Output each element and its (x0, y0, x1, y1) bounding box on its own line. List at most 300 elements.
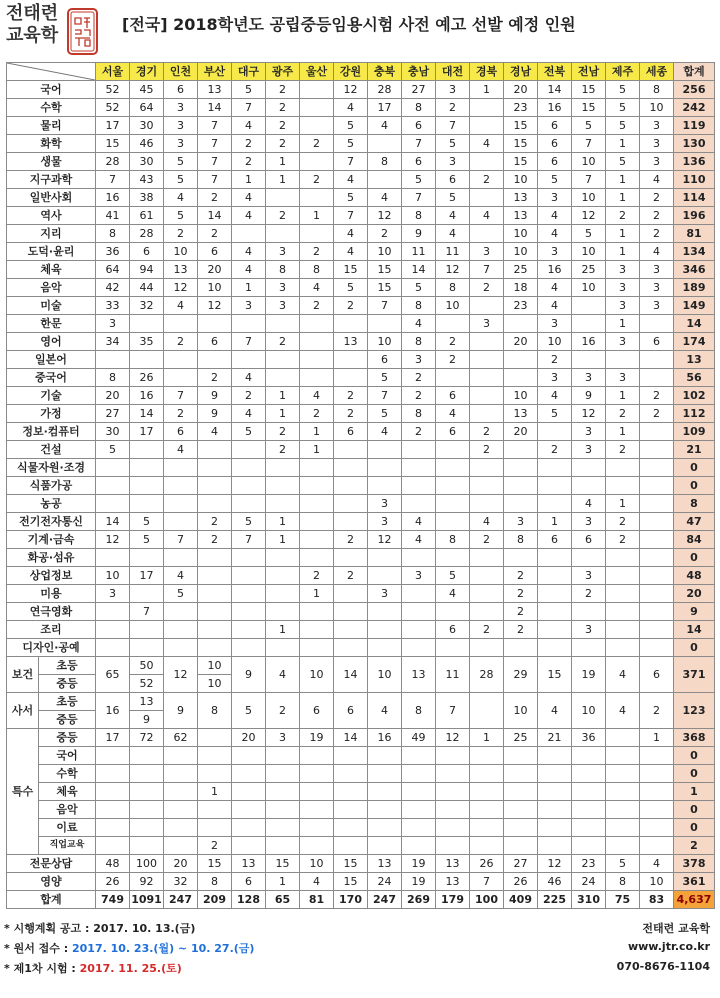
table-row (7, 459, 715, 477)
cell-value: 13 (436, 873, 470, 891)
cell-value (266, 549, 300, 567)
row-label: 상업정보 (7, 567, 96, 585)
row-total: 368 (674, 729, 715, 747)
cell-value (368, 819, 402, 837)
sub-label: 초등 (39, 693, 96, 711)
row-total: 14 (674, 621, 715, 639)
cell-value: 3 (266, 297, 300, 315)
cell-value (470, 297, 504, 315)
cell-value: 64 (96, 261, 130, 279)
cell-value: 7 (572, 135, 606, 153)
row-total: 149 (674, 297, 715, 315)
cell-value: 9 (130, 711, 164, 729)
cell-value (368, 567, 402, 585)
cell-value: 1 (266, 171, 300, 189)
row-label: 기계·금속 (7, 531, 96, 549)
table-row (7, 603, 715, 621)
cell-value: 8 (402, 207, 436, 225)
row-label: 전문상담 (7, 855, 96, 873)
cell-value: 5 (606, 99, 640, 117)
cell-value: 15 (334, 855, 368, 873)
header-region: 충남 (402, 63, 436, 81)
notice-first-exam: * 제1차 시험 : 2017. 11. 25.(토) (4, 962, 182, 975)
header-region: 대전 (436, 63, 470, 81)
cell-value: 15 (538, 657, 572, 693)
cell-value: 13 (334, 333, 368, 351)
cell-value (572, 297, 606, 315)
cell-value (606, 603, 640, 621)
table-row (7, 513, 715, 531)
cell-value (470, 495, 504, 513)
cell-value: 2 (266, 135, 300, 153)
cell-value: 20 (232, 729, 266, 747)
header-row (7, 63, 715, 81)
cell-value (334, 351, 368, 369)
cell-value (606, 837, 640, 855)
cell-value (368, 837, 402, 855)
cell-value: 3 (232, 297, 266, 315)
sub-label: 초등 (39, 657, 96, 675)
cell-value: 3 (164, 117, 198, 135)
row-total: 114 (674, 189, 715, 207)
cell-value: 44 (130, 279, 164, 297)
cell-value: 23 (504, 297, 538, 315)
row-label: 음악 (7, 279, 96, 297)
cell-value: 3 (470, 243, 504, 261)
table-row (7, 639, 715, 657)
cell-value: 7 (198, 135, 232, 153)
cell-value (436, 369, 470, 387)
header-region: 광주 (266, 63, 300, 81)
cell-value: 16 (130, 387, 164, 405)
cell-value (198, 351, 232, 369)
cell-value: 2 (164, 333, 198, 351)
cell-value (164, 603, 198, 621)
cell-value (504, 765, 538, 783)
cell-value: 2 (402, 369, 436, 387)
cell-value: 2 (436, 333, 470, 351)
cell-value: 4 (470, 207, 504, 225)
header-region: 대구 (232, 63, 266, 81)
cell-value: 15 (334, 873, 368, 891)
header-region: 전남 (572, 63, 606, 81)
cell-value: 17 (368, 99, 402, 117)
cell-value: 4 (232, 207, 266, 225)
cell-value (470, 693, 504, 729)
cell-value: 13 (504, 405, 538, 423)
cell-value (130, 549, 164, 567)
cell-value (368, 477, 402, 495)
cell-value (232, 549, 266, 567)
cell-value: 1 (606, 135, 640, 153)
cell-value: 6 (368, 351, 402, 369)
cell-value: 8 (96, 225, 130, 243)
cell-value: 3 (538, 243, 572, 261)
cell-value: 7 (572, 171, 606, 189)
cell-value (164, 351, 198, 369)
cell-value (504, 315, 538, 333)
cell-value (266, 765, 300, 783)
cell-value: 2 (402, 387, 436, 405)
cell-value (572, 639, 606, 657)
row-total: 361 (674, 873, 715, 891)
cell-value (436, 783, 470, 801)
cell-value: 12 (164, 657, 198, 693)
cell-value: 4 (538, 279, 572, 297)
row-label: 화학 (7, 135, 96, 153)
cell-value: 1 (300, 585, 334, 603)
cell-value (436, 801, 470, 819)
cell-value (198, 477, 232, 495)
cell-value (198, 729, 232, 747)
cell-value: 1 (606, 495, 640, 513)
cell-value: 7 (368, 387, 402, 405)
cell-value (96, 639, 130, 657)
cell-value: 12 (436, 261, 470, 279)
cell-value: 6 (232, 873, 266, 891)
header-region: 울산 (300, 63, 334, 81)
cell-value: 12 (538, 855, 572, 873)
cell-value: 5 (232, 423, 266, 441)
cell-value (470, 333, 504, 351)
cell-value: 94 (130, 261, 164, 279)
cell-value: 4 (232, 369, 266, 387)
cell-value (334, 783, 368, 801)
cell-value (572, 747, 606, 765)
cell-value: 6 (300, 693, 334, 729)
cell-value: 15 (334, 261, 368, 279)
row-total: 123 (674, 693, 715, 729)
cell-value: 25 (572, 261, 606, 279)
cell-value: 7 (198, 153, 232, 171)
cell-value: 25 (504, 261, 538, 279)
cell-value: 2 (640, 405, 674, 423)
cell-value: 2 (300, 567, 334, 585)
cell-value: 2 (232, 153, 266, 171)
cell-value (470, 639, 504, 657)
cell-value (198, 585, 232, 603)
cell-value: 4 (368, 423, 402, 441)
cell-value: 30 (96, 423, 130, 441)
cell-value: 2 (640, 189, 674, 207)
cell-value (130, 747, 164, 765)
cell-value: 5 (164, 585, 198, 603)
cell-value: 6 (334, 423, 368, 441)
cell-value (368, 801, 402, 819)
cell-value (470, 153, 504, 171)
cell-value: 7 (334, 153, 368, 171)
cell-value (300, 639, 334, 657)
cell-value: 75 (606, 891, 640, 909)
cell-value: 3 (266, 279, 300, 297)
cell-value (198, 603, 232, 621)
header-region: 경기 (130, 63, 164, 81)
cell-value (436, 837, 470, 855)
cell-value (130, 459, 164, 477)
cell-value: 4 (232, 243, 266, 261)
cell-value (606, 765, 640, 783)
row-label: 일본어 (7, 351, 96, 369)
cell-value: 33 (96, 297, 130, 315)
cell-value: 14 (334, 657, 368, 693)
cell-value (130, 477, 164, 495)
cell-value: 7 (164, 531, 198, 549)
cell-value (198, 549, 232, 567)
cell-value: 2 (198, 531, 232, 549)
cell-value: 749 (96, 891, 130, 909)
cell-value (266, 189, 300, 207)
cell-value: 6 (130, 243, 164, 261)
cell-value (334, 441, 368, 459)
row-label: 미술 (7, 297, 96, 315)
cell-value (334, 801, 368, 819)
cell-value (606, 729, 640, 747)
row-label: 화공·섬유 (7, 549, 96, 567)
cell-value: 1 (538, 513, 572, 531)
footer-org: 전태련 교육학 (642, 922, 710, 935)
cell-value: 1 (300, 441, 334, 459)
cell-value: 4 (164, 567, 198, 585)
cell-value: 23 (572, 855, 606, 873)
cell-value: 15 (504, 117, 538, 135)
cell-value (436, 477, 470, 495)
grand-total: 4,637 (674, 891, 715, 909)
cell-value: 7 (402, 135, 436, 153)
group-label-librarian: 사서 (7, 693, 39, 729)
cell-value: 5 (96, 441, 130, 459)
cell-value (538, 567, 572, 585)
row-total: 1 (674, 783, 715, 801)
cell-value: 2 (266, 441, 300, 459)
page-title: [전국] 2018학년도 공립중등임용시험 사전 예고 선발 예정 인원 (122, 15, 576, 34)
row-total: 13 (674, 351, 715, 369)
cell-value: 10 (504, 387, 538, 405)
cell-value: 12 (198, 297, 232, 315)
cell-value: 4 (436, 405, 470, 423)
cell-value (538, 801, 572, 819)
footer-url[interactable]: www.jtr.co.kr (627, 940, 710, 953)
cell-value: 4 (300, 279, 334, 297)
row-label: 전기전자통신 (7, 513, 96, 531)
cell-value (130, 765, 164, 783)
cell-value: 4 (164, 189, 198, 207)
header-region: 제주 (606, 63, 640, 81)
cell-value: 1091 (130, 891, 164, 909)
cell-value: 310 (572, 891, 606, 909)
cell-value (300, 801, 334, 819)
cell-value: 5 (232, 81, 266, 99)
cell-value: 26 (470, 855, 504, 873)
cell-value: 6 (538, 117, 572, 135)
cell-value (436, 603, 470, 621)
row-label: 일반사회 (7, 189, 96, 207)
cell-value (300, 549, 334, 567)
cell-value (402, 585, 436, 603)
cell-value: 2 (266, 333, 300, 351)
cell-value: 8 (300, 261, 334, 279)
cell-value: 2 (504, 585, 538, 603)
cell-value: 20 (164, 855, 198, 873)
cell-value: 12 (96, 531, 130, 549)
logo-line-1: 전태련 (6, 3, 59, 24)
cell-value: 49 (402, 729, 436, 747)
cell-value: 15 (368, 261, 402, 279)
cell-value (470, 459, 504, 477)
cell-value (368, 765, 402, 783)
cell-value (232, 783, 266, 801)
table-row (7, 225, 715, 243)
cell-value (164, 549, 198, 567)
cell-value: 3 (538, 369, 572, 387)
cell-value (164, 513, 198, 531)
cell-value: 43 (130, 171, 164, 189)
cell-value (334, 639, 368, 657)
cell-value: 81 (300, 891, 334, 909)
cell-value: 2 (198, 513, 232, 531)
cell-value: 2 (164, 405, 198, 423)
cell-value: 8 (402, 693, 436, 729)
cell-value: 5 (368, 405, 402, 423)
row-label: 디자인·공예 (7, 639, 96, 657)
cell-value (504, 837, 538, 855)
cell-value: 20 (198, 261, 232, 279)
cell-value: 3 (572, 513, 606, 531)
cell-value (266, 225, 300, 243)
cell-value: 10 (198, 279, 232, 297)
cell-value (300, 315, 334, 333)
cell-value: 62 (164, 729, 198, 747)
cell-value: 4 (232, 189, 266, 207)
row-total: 47 (674, 513, 715, 531)
cell-value: 4 (334, 99, 368, 117)
cell-value (606, 585, 640, 603)
cell-value (232, 315, 266, 333)
cell-value: 2 (300, 297, 334, 315)
cell-value (368, 135, 402, 153)
cell-value: 42 (96, 279, 130, 297)
cell-value: 41 (96, 207, 130, 225)
cell-value: 6 (538, 135, 572, 153)
cell-value (96, 549, 130, 567)
cell-value (504, 459, 538, 477)
cell-value: 2 (470, 621, 504, 639)
table-row (7, 747, 715, 765)
cell-value: 3 (96, 585, 130, 603)
cell-value: 3 (606, 333, 640, 351)
cell-value: 4 (368, 189, 402, 207)
cell-value: 34 (96, 333, 130, 351)
cell-value: 12 (572, 207, 606, 225)
cell-value (402, 747, 436, 765)
cell-value (334, 459, 368, 477)
cell-value: 5 (368, 369, 402, 387)
cell-value (640, 783, 674, 801)
cell-value: 2 (436, 351, 470, 369)
cell-value: 7 (198, 171, 232, 189)
cell-value: 4 (470, 135, 504, 153)
cell-value: 4 (232, 261, 266, 279)
cell-value (198, 459, 232, 477)
cell-value: 2 (300, 243, 334, 261)
cell-value (198, 747, 232, 765)
cell-value (164, 477, 198, 495)
cell-value (334, 585, 368, 603)
cell-value (640, 549, 674, 567)
row-total: 14 (674, 315, 715, 333)
cell-value: 4 (164, 297, 198, 315)
cell-value (300, 333, 334, 351)
row-label: 조리 (7, 621, 96, 639)
cell-value: 3 (640, 261, 674, 279)
cell-value (266, 495, 300, 513)
logo-wordmark (6, 3, 64, 47)
cell-value: 28 (368, 81, 402, 99)
cell-value: 9 (232, 657, 266, 693)
row-total: 196 (674, 207, 715, 225)
cell-value (606, 567, 640, 585)
cell-value (164, 639, 198, 657)
cell-value: 32 (130, 297, 164, 315)
table-row (7, 135, 715, 153)
cell-value: 3 (572, 423, 606, 441)
cell-value: 247 (368, 891, 402, 909)
cell-value (572, 783, 606, 801)
cell-value: 16 (96, 189, 130, 207)
cell-value: 3 (606, 261, 640, 279)
cell-value: 7 (232, 333, 266, 351)
cell-value: 17 (130, 423, 164, 441)
cell-value: 18 (504, 279, 538, 297)
cell-value (504, 819, 538, 837)
table-row (7, 837, 715, 855)
row-label: 연극영화 (7, 603, 96, 621)
cell-value (538, 747, 572, 765)
cell-value: 4 (640, 855, 674, 873)
table-row (7, 801, 715, 819)
cell-value (334, 495, 368, 513)
cell-value: 15 (504, 153, 538, 171)
cell-value (130, 819, 164, 837)
row-label: 물리 (7, 117, 96, 135)
cell-value (538, 423, 572, 441)
cell-value (96, 621, 130, 639)
cell-value: 1 (606, 387, 640, 405)
cell-value (606, 639, 640, 657)
row-total: 48 (674, 567, 715, 585)
cell-value (470, 225, 504, 243)
cell-value: 2 (266, 99, 300, 117)
cell-value: 10 (300, 855, 334, 873)
corner-cell (7, 63, 96, 81)
row-total: 109 (674, 423, 715, 441)
table-row (7, 81, 715, 99)
header-region: 전북 (538, 63, 572, 81)
cell-value (300, 189, 334, 207)
cell-value: 4 (402, 531, 436, 549)
cell-value: 3 (606, 279, 640, 297)
row-label: 정보·컴퓨터 (7, 423, 96, 441)
table-row (7, 315, 715, 333)
cell-value: 30 (130, 153, 164, 171)
cell-value: 10 (572, 279, 606, 297)
cell-value: 4 (572, 495, 606, 513)
row-total: 56 (674, 369, 715, 387)
cell-value: 6 (640, 333, 674, 351)
seal-stamp-icon (67, 8, 98, 55)
cell-value: 2 (402, 423, 436, 441)
cell-value (368, 621, 402, 639)
row-label: 체육 (7, 261, 96, 279)
